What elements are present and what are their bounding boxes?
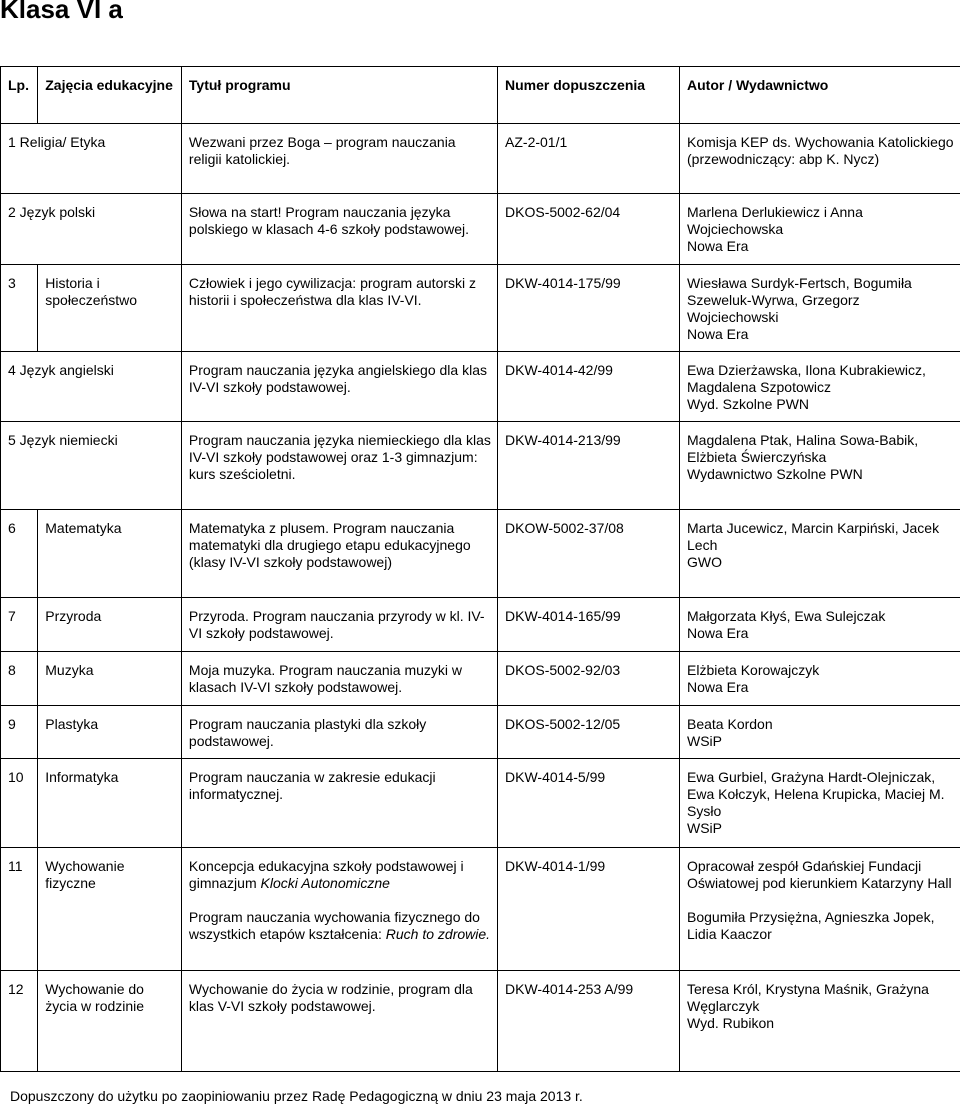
author-names: Ewa Dzierżawska, Ilona Kubrakiewicz, Magdalena Szpotowicz [687, 362, 926, 395]
title-part: Koncepcja edukacyjna szkoły podstawowej i gimnazjum [188, 858, 464, 891]
programs-table [0, 66, 960, 1072]
title-part: Program nauczania wychowania fizycznego do wszystkich etapów kształcenia: [188, 909, 480, 942]
author-cell: Komisja KEP ds. Wychowania Katolickiego (przewodniczący: abp K. Nycz) [680, 124, 960, 194]
publisher: Nowa Era [687, 625, 749, 641]
header-title: Tytuł programu [181, 67, 497, 124]
table-row [1, 422, 960, 510]
author-cell [680, 848, 960, 971]
header-subject: Zajęcia edukacyjne [38, 67, 182, 124]
author-names: Magdalena Ptak, Halina Sowa-Babik, Elżbieta Świerczyńska [687, 432, 919, 465]
author-cell [680, 265, 960, 352]
title-cell: Program nauczania języka niemieckiego dla klas IV-VI szkoły podstawowej oraz 1-3 gimnazjum: kurs sześcioletni. [181, 422, 497, 510]
publisher: Wyd. Szkolne PWN [687, 396, 810, 412]
title-italic: Klocki Autonomiczne [260, 875, 390, 891]
author-cell [680, 652, 960, 706]
subject-cell: Plastyka [38, 706, 182, 759]
subject-cell: Wychowanie fizyczne [38, 848, 182, 971]
title-cell: Program nauczania w zakresie edukacji informatycznej. [181, 759, 497, 848]
subject-cell: 4 Język angielski [1, 352, 182, 422]
author-names: Wiesława Surdyk-Fertsch, Bogumiła Szeweluk-Wyrwa, Grzegorz Wojciechowski [687, 275, 912, 325]
approval-note: Dopuszczony do użytku po zaopiniowaniu przez Radę Pedagogiczną w dniu 23 maja 2013 r. [10, 1088, 583, 1104]
author-names: Elżbieta Korowajczyk [687, 662, 820, 678]
author-cell [680, 971, 960, 1072]
author-cell [680, 706, 960, 759]
title-cell: Wezwani przez Boga – program nauczania religii katolickiej. [181, 124, 497, 194]
table-row [1, 652, 960, 706]
subject-cell: Przyroda [38, 598, 182, 652]
author-names: Marta Jucewicz, Marcin Karpiński, Jacek Lech [687, 520, 940, 553]
subject-cell: 2 Język polski [1, 194, 182, 265]
subject-cell: Wychowanie do życia w rodzinie [38, 971, 182, 1072]
lp-cell: 6 [1, 510, 38, 598]
publisher: WSiP [687, 733, 722, 749]
table-row [1, 265, 960, 352]
author-names: Opracował zespół Gdańskiej Fundacji Oświatowej pod kierunkiem Katarzyny Hall [687, 858, 952, 891]
table-row [1, 971, 960, 1072]
subject-cell: Informatyka [38, 759, 182, 848]
author-cell [680, 422, 960, 510]
lp-cell: 3 [1, 265, 38, 352]
title-cell: Wychowanie do życia w rodzinie, program dla klas V-VI szkoły podstawowej. [181, 971, 497, 1072]
title-text [189, 858, 491, 892]
publisher: Wyd. Rubikon [687, 1015, 775, 1031]
code-cell: DKW-4014-5/99 [498, 759, 680, 848]
author-names: Teresa Król, Krystyna Maśnik, Grażyna Węglarczyk [687, 981, 929, 1014]
table-row [1, 598, 960, 652]
code-cell: DKOW-5002-37/08 [498, 510, 680, 598]
author-cell [680, 759, 960, 848]
title-cell: Program nauczania języka angielskiego dla klas IV-VI szkoły podstawowej. [181, 352, 497, 422]
author-names: Małgorzata Kłyś, Ewa Sulejczak [687, 608, 886, 624]
code-cell: DKOS-5002-92/03 [498, 652, 680, 706]
title-cell: Matematyka z plusem. Program nauczania matematyki dla drugiego etapu edukacyjnego (klasy IV-VI szkoły podstawowej) [181, 510, 497, 598]
title-italic: Ruch to zdrowie. [385, 926, 491, 942]
lp-cell: 12 [1, 971, 38, 1072]
title-cell: Przyroda. Program nauczania przyrody w kl. IV-VI szkoły podstawowej. [181, 598, 497, 652]
author-names-2: Bogumiła Przysiężna, Agnieszka Jopek, Lidia Kaaczor [687, 909, 935, 942]
author-names: Ewa Gurbiel, Grażyna Hardt-Olejniczak, Ewa Kołczyk, Helena Krupicka, Maciej M. Sysło [687, 769, 945, 819]
header-code: Numer dopuszczenia [498, 67, 680, 124]
author-cell [680, 598, 960, 652]
author-cell [680, 352, 960, 422]
code-cell: DKW-4014-253 A/99 [498, 971, 680, 1072]
code-cell: DKOS-5002-62/04 [498, 194, 680, 265]
code-cell: DKW-4014-1/99 [498, 848, 680, 971]
lp-cell: 7 [1, 598, 38, 652]
publisher: Nowa Era [687, 679, 749, 695]
table-row [1, 124, 960, 194]
code-cell: DKW-4014-165/99 [498, 598, 680, 652]
header-author: Autor / Wydawnictwo [680, 67, 960, 124]
table-header-row [1, 67, 960, 124]
code-cell: DKOS-5002-12/05 [498, 706, 680, 759]
subject-cell: 5 Język niemiecki [1, 422, 182, 510]
lp-cell: 11 [1, 848, 38, 971]
lp-cell: 10 [1, 759, 38, 848]
code-cell: AZ-2-01/1 [498, 124, 680, 194]
author-cell [680, 510, 960, 598]
publisher: Wydawnictwo Szkolne PWN [687, 466, 863, 482]
lp-cell: 9 [1, 706, 38, 759]
page-title: Klasa VI a [0, 0, 123, 24]
table-row [1, 510, 960, 598]
title-cell: Program nauczania plastyki dla szkoły podstawowej. [181, 706, 497, 759]
title-cell: Moja muzyka. Program nauczania muzyki w klasach IV-VI szkoły podstawowej. [181, 652, 497, 706]
table-row [1, 352, 960, 422]
title-text-2 [189, 909, 491, 943]
subject-cell: Matematyka [38, 510, 182, 598]
table-row [1, 759, 960, 848]
author-names: Beata Kordon [687, 716, 773, 732]
code-cell: DKW-4014-213/99 [498, 422, 680, 510]
publisher: Nowa Era [687, 238, 749, 254]
subject-cell: 1 Religia/ Etyka [1, 124, 182, 194]
author-cell [680, 194, 960, 265]
subject-cell: Historia i społeczeństwo [38, 265, 182, 352]
publisher: Nowa Era [687, 326, 749, 342]
publisher: WSiP [687, 820, 722, 836]
title-cell [181, 848, 497, 971]
header-lp: Lp. [1, 67, 38, 124]
lp-cell: 8 [1, 652, 38, 706]
author-names: Marlena Derlukiewicz i Anna Wojciechowska [687, 204, 863, 237]
title-cell: Słowa na start! Program nauczania języka polskiego w klasach 4-6 szkoły podstawowej. [181, 194, 497, 265]
subject-cell: Muzyka [38, 652, 182, 706]
table-row [1, 194, 960, 265]
code-cell: DKW-4014-42/99 [498, 352, 680, 422]
table-row [1, 706, 960, 759]
publisher: GWO [687, 554, 722, 570]
table-row [1, 848, 960, 971]
code-cell: DKW-4014-175/99 [498, 265, 680, 352]
title-cell: Człowiek i jego cywilizacja: program autorski z historii i społeczeństwa dla klas IV-VI. [181, 265, 497, 352]
